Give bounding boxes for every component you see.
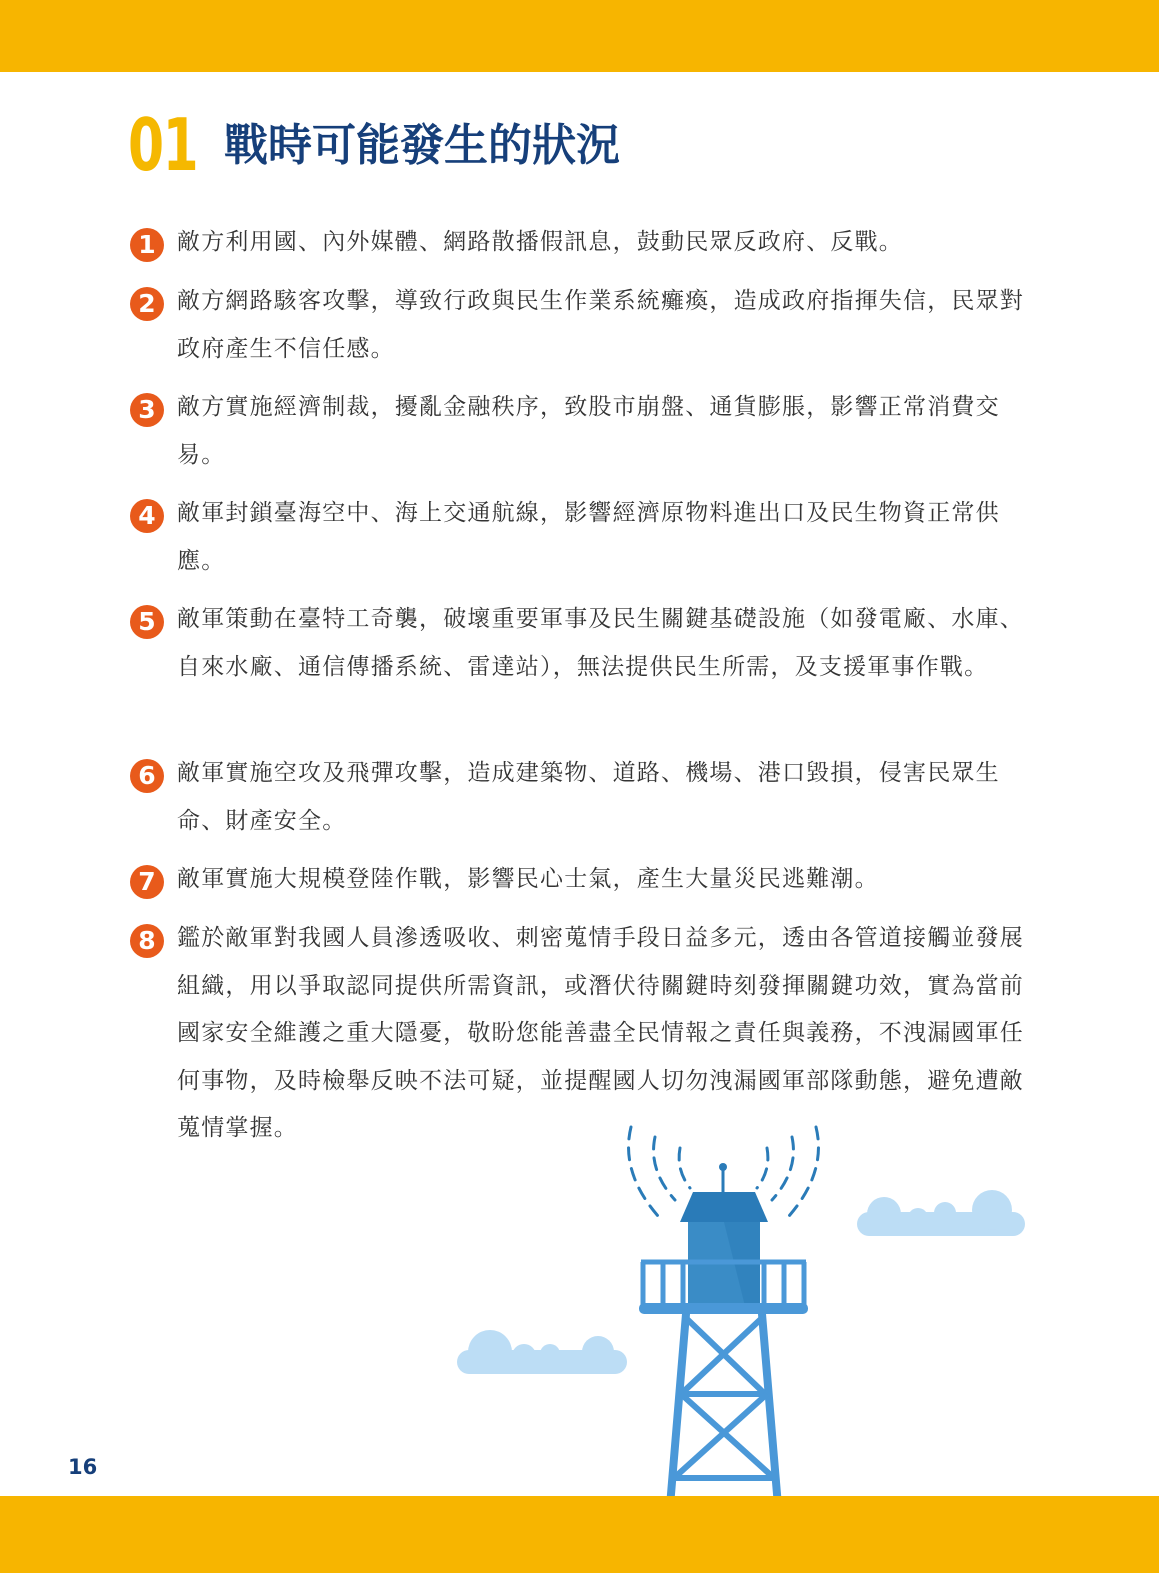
tower-illustration [440,1110,1060,1496]
item-number-badge: 4 [130,499,164,533]
item-number-badge: 5 [130,605,164,639]
item-number-badge: 1 [130,228,164,262]
item-text: 敵方網路駭客攻擊，導致行政與民生作業系統癱瘓，造成政府指揮失信，民眾對政府產生不信任感。 [177,288,1024,362]
section-title: 戰時可能發生的狀況 [224,120,620,171]
item-text: 敵軍策動在臺特工奇襲，破壞重要軍事及民生關鍵基礎設施（如發電廠、水庫、自來水廠、通信傳播系統、雷達站），無法提供民生所需，及支援軍事作戰。 [177,606,1024,680]
page-number: 16 [68,1455,98,1479]
item-number-badge: 2 [130,287,164,321]
cloud-icon [457,1330,627,1374]
item-number-badge: 3 [130,393,164,427]
item-text: 鑑於敵軍對我國人員滲透吸收、刺密蒐情手段日益多元，透由各管道接觸並發展組織，用以爭取認同提供所需資訊，或潛伏待關鍵時刻發揮關鍵功效，實為當前國家安全維護之重大隱憂，敬盼您能善盡全民情報之責任與義務，不洩漏國軍任何事物，及時檢舉反映不法可疑，並提醒國人切勿洩漏國軍部隊動態，避免遭敵蒐情掌握。 [177,925,1024,1141]
item-number-badge: 6 [130,759,164,793]
item-text: 敵軍實施空攻及飛彈攻擊，造成建築物、道路、機場、港口毀損，侵害民眾生命、財產安全。 [177,760,1000,834]
item-text: 敵軍實施大規模登陸作戰，影響民心士氣，產生大量災民逃難潮。 [177,866,879,892]
item-text: 敵方實施經濟制裁，擾亂金融秩序，致股市崩盤、通貨膨脹，影響正常消費交易。 [177,394,1000,468]
item-number-badge: 7 [130,865,164,899]
item-number-badge: 8 [130,924,164,958]
cloud-icon [857,1190,1025,1236]
section-number: 01 [128,103,198,187]
item-text: 敵軍封鎖臺海空中、海上交通航線，影響經濟原物料進出口及民生物資正常供應。 [177,500,1000,574]
top-color-band [0,0,1159,72]
radio-tower-icon [639,1163,808,1494]
bottom-color-band [0,1496,1159,1573]
item-text: 敵方利用國、內外媒體、網路散播假訊息，鼓動民眾反政府、反戰。 [177,229,903,255]
